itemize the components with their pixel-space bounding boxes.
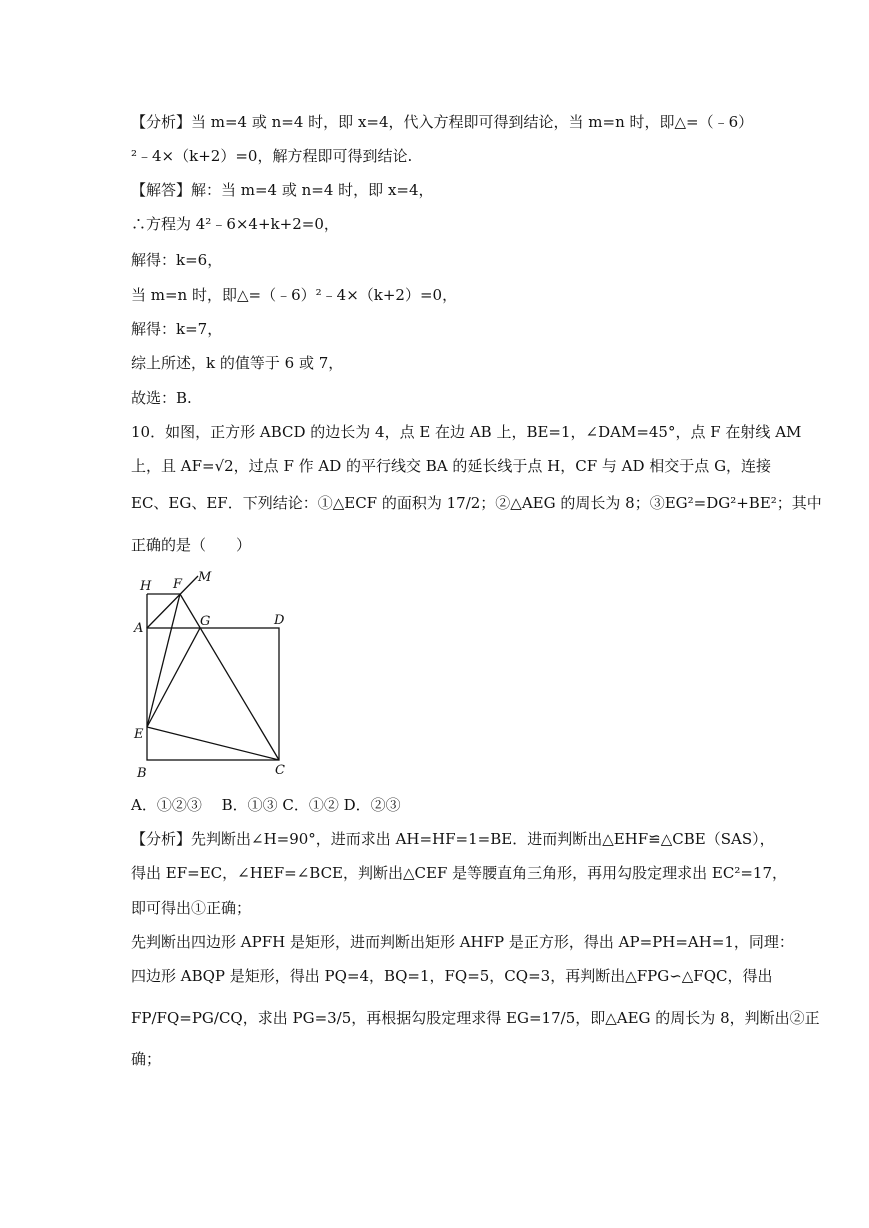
analysis-1-line-1: 【分析】当 m=4 或 n=4 时，即 x=4，代入方程即可得到结论，当 m=n 时，即△=（﹣6） xyxy=(131,113,754,131)
solution-line-3: 解得：k=6， xyxy=(131,251,223,269)
solution-line-1: 【解答】解：当 m=4 或 n=4 时，即 x=4， xyxy=(131,181,434,199)
label-d: D xyxy=(274,613,285,628)
solution-line-5: 解得：k=7， xyxy=(131,320,223,338)
segment-eg xyxy=(147,628,200,727)
question-10-line-3: EC、EG、EF．下列结论：①△ECF 的面积为 17/2；②△AEG 的周长为 8；③EG²=DG²+BE²；其中 xyxy=(131,494,822,512)
label-e: E xyxy=(134,727,144,742)
question-10-line-4: 正确的是（ ） xyxy=(131,536,252,554)
analysis-1-line-2: ²﹣4×（k+2）=0，解方程即可得到结论. xyxy=(131,147,413,165)
segment-fc xyxy=(180,594,279,760)
analysis-2-line-5: 四边形 ABQP 是矩形，得出 PQ=4，BQ=1，FQ=5，CQ=3，再判断出△FPG∽△FQC，得出 xyxy=(131,967,773,985)
analysis-2-line-7: 确； xyxy=(131,1050,162,1068)
label-c: C xyxy=(275,763,285,778)
solution-line-6: 综上所述，k 的值等于 6 或 7， xyxy=(131,354,344,372)
solution-line-7: 故选：B. xyxy=(131,389,192,407)
geometry-figure xyxy=(128,566,298,784)
label-h: H xyxy=(140,579,152,594)
label-a: A xyxy=(134,621,144,636)
label-m: M xyxy=(198,570,212,585)
question-10-line-1: 10．如图，正方形 ABCD 的边长为 4，点 E 在边 AB 上，BE=1，∠DAM=45°，点 F 在射线 AM xyxy=(131,423,802,441)
label-f: F xyxy=(173,577,183,592)
analysis-2-line-4: 先判断出四边形 APFH 是矩形，进而判断出矩形 AHFP 是正方形，得出 AP=PH=AH=1，同理： xyxy=(131,933,794,951)
segment-ef xyxy=(147,594,180,727)
analysis-2-line-1: 【分析】先判断出∠H=90°，进而求出 AH=HF=1=BE．进而判断出△EHF≌△CBE（SAS）， xyxy=(131,830,775,848)
geometry-diagram-svg xyxy=(128,566,298,780)
analysis-2-line-2: 得出 EF=EC，∠HEF=∠BCE，判断出△CEF 是等腰直角三角形，再用勾股定理求出 EC²=17， xyxy=(131,864,787,882)
solution-line-4: 当 m=n 时，即△=（﹣6）²﹣4×（k+2）=0， xyxy=(131,286,458,304)
answer-options: A．①②③ B．①③ C．①② D．②③ xyxy=(131,796,401,814)
label-g: G xyxy=(200,614,211,629)
analysis-2-line-3: 即可得出①正确； xyxy=(131,899,252,917)
label-b: B xyxy=(137,766,147,780)
question-10-line-2: 上，且 AF=√2，过点 F 作 AD 的平行线交 BA 的延长线于点 H，CF 与 AD 相交于点 G，连接 xyxy=(131,457,772,475)
segment-ec xyxy=(147,727,279,760)
solution-line-2: ∴方程为 4²﹣6×4+k+2=0， xyxy=(131,215,339,233)
analysis-2-line-6: FP/FQ=PG/CQ，求出 PG=3/5，再根据勾股定理求得 EG=17/5，即△AEG 的周长为 8，判断出②正 xyxy=(131,1009,820,1027)
